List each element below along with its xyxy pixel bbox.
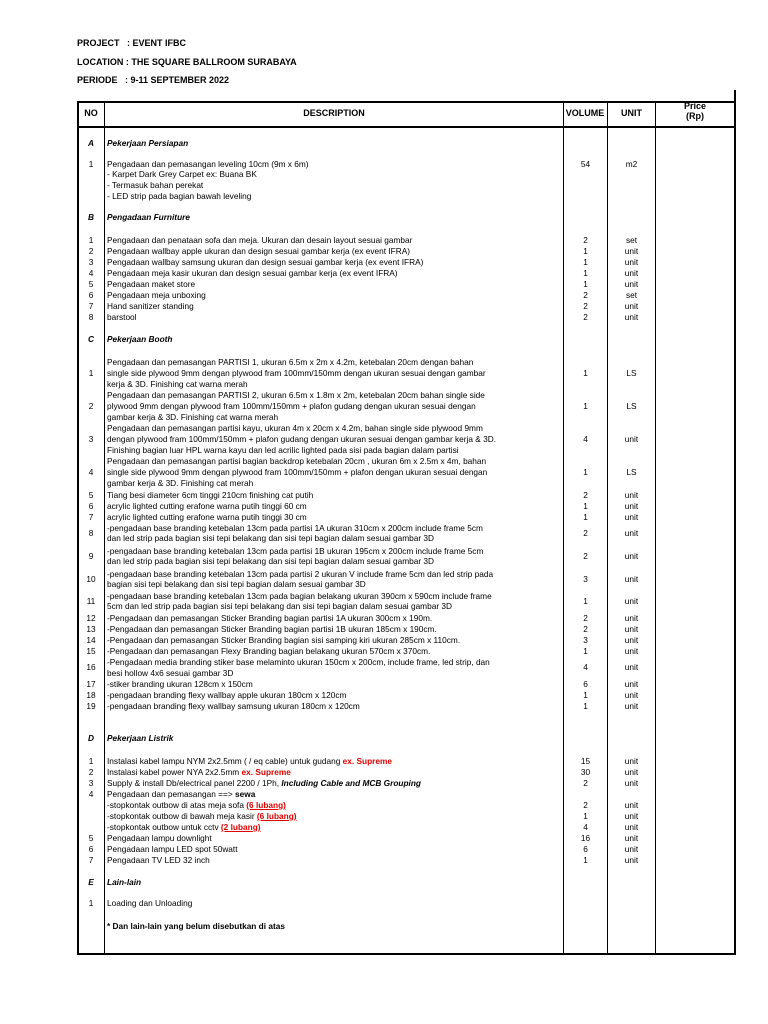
section-title: Pekerjaan Listrik [107, 733, 174, 743]
row-unit: m2 [625, 159, 638, 169]
row-unit: unit [624, 811, 639, 821]
row-volume: 1 [583, 401, 588, 411]
row-desc-text: Supply & install Db/electrical panel 2200 / 1Ph, [107, 778, 282, 788]
price-label: Price [683, 101, 707, 111]
row-desc-line: dengan plywood fram 100mm/150mm + plafon gudang dengan ukuran sesuai dengan gambar kerja & 3D. [107, 434, 497, 444]
row-desc-line: -pengadaan base branding ketebalan 13cm pada partisi 1B ukuran 195cm x 200cm include frame 5cm [107, 546, 484, 556]
section-letter: D [88, 733, 94, 743]
row-no: 12 [86, 613, 96, 623]
row-no: 6 [88, 844, 94, 854]
section-letter: E [88, 877, 94, 887]
row-volume: 1 [583, 279, 588, 289]
row-unit: unit [624, 528, 639, 538]
project-line: PROJECT : EVENT IFBC [77, 38, 187, 48]
section-title: Pengadaan Furniture [107, 212, 190, 222]
row-no: 1 [88, 756, 94, 766]
row-volume: 6 [583, 844, 588, 854]
row-desc-line: -stiker branding ukuran 128cm x 150cm [107, 679, 253, 689]
row-unit: unit [624, 778, 639, 788]
section-letter: B [88, 212, 94, 222]
row-desc-line: Pengadaan meja kasir ukuran dan design sesuai gambar kerja (ex event IFRA) [107, 268, 398, 278]
row-desc-line: - Karpet Dark Grey Carpet ex: Buana BK [107, 169, 257, 179]
row-desc-line: -pengadaan base branding ketebalan 13cm pada bagian belakang ukuran 390cm x 590cm include frame [107, 591, 492, 601]
row-volume: 2 [583, 800, 588, 810]
row-unit: unit [624, 512, 639, 522]
row-no: 4 [88, 268, 94, 278]
row-desc-line: acrylic lighted cutting erafone warna putih tinggi 30 cm [107, 512, 307, 522]
row-volume: 1 [583, 257, 588, 267]
row-volume: 1 [583, 368, 588, 378]
row-no: 1 [88, 235, 94, 245]
row-desc-text: -stopkontak outbow di atas meja sofa [107, 800, 247, 810]
row-desc-line [107, 756, 392, 767]
row-unit: unit [624, 855, 639, 865]
row-volume: 3 [583, 574, 588, 584]
row-unit: unit [624, 646, 639, 656]
row-no: 17 [86, 679, 96, 689]
row-unit: unit [624, 822, 639, 832]
row-volume: 2 [583, 301, 588, 311]
row-no: 3 [88, 778, 94, 788]
row-volume: 15 [580, 756, 591, 766]
row-volume: 1 [583, 690, 588, 700]
row-no: 1 [88, 159, 94, 169]
row-desc-line [107, 822, 261, 833]
col-header-description: DESCRIPTION [303, 108, 365, 118]
row-no: 11 [86, 596, 96, 606]
row-desc-line: Pengadaan dan pemasangan partisi bagian backdrop ketebalan 20cm , ukuran 6m x 2.5m x 4m, bahan [107, 456, 487, 466]
row-no: 6 [88, 290, 94, 300]
row-desc-line: Pengadaan maket store [107, 279, 196, 289]
row-no: 19 [86, 701, 96, 711]
row-desc-line [107, 800, 286, 811]
row-unit: unit [624, 844, 639, 854]
row-volume: 1 [583, 501, 588, 511]
row-desc-line: single side plywood 9mm dengan plywood fram 100mm/150mm dengan ukuran sesuai dengan gambar [107, 368, 486, 378]
row-desc-line: Pengadaan meja unboxing [107, 290, 206, 300]
row-unit: unit [624, 301, 639, 311]
row-desc-line: kerja & 3D. Finishing cat warna merah [107, 379, 248, 389]
footnote: * Dan lain-lain yang belum disebutkan di atas [107, 921, 285, 931]
row-desc-text: -stopkontak outbow di bawah meja kasir [107, 811, 257, 821]
row-no: 8 [88, 528, 94, 538]
row-volume: 16 [580, 833, 591, 843]
row-no: 3 [88, 257, 94, 267]
section-title: Pekerjaan Booth [107, 334, 173, 344]
row-volume: 2 [583, 490, 588, 500]
row-no: 13 [86, 624, 96, 634]
socket-count: (2 lubang) [220, 822, 261, 832]
row-desc-line: barstool [107, 312, 137, 322]
row-unit: unit [624, 268, 639, 278]
row-volume: 2 [583, 551, 588, 561]
row-desc-line [107, 767, 291, 778]
row-volume: 30 [580, 767, 591, 777]
row-unit: unit [624, 613, 639, 623]
row-unit: unit [624, 551, 639, 561]
row-unit: unit [624, 257, 639, 267]
row-no: 9 [88, 551, 94, 561]
row-desc-line: -Pengadaan dan pemasangan Sticker Branding bagian partisi 1B ukuran 185cm x 190cm. [107, 624, 437, 634]
row-no: 4 [88, 467, 94, 477]
row-volume: 3 [583, 635, 588, 645]
row-no: 8 [88, 312, 94, 322]
row-desc-line: Pengadaan dan pemasangan leveling 10cm (9m x 6m) [107, 159, 309, 169]
row-volume: 54 [580, 159, 591, 169]
section-title: Lain-lain [107, 877, 142, 887]
row-desc-line: Pengadaan TV LED 32 inch [107, 855, 210, 865]
row-unit: unit [624, 490, 639, 500]
row-no: 4 [88, 789, 94, 799]
location-line: LOCATION : THE SQUARE BALLROOM SURABAYA [77, 57, 297, 67]
row-unit: LS [626, 401, 637, 411]
row-unit: unit [624, 501, 639, 511]
section-letter: A [88, 138, 94, 148]
row-volume: 2 [583, 624, 588, 634]
row-desc-text: -stopkontak outbow untuk cctv [107, 822, 221, 832]
row-unit: unit [624, 701, 639, 711]
row-desc-text: Instalasi kabel lampu NYM 2x2.5mm ( / eq cable) untuk gudang [107, 756, 343, 766]
row-desc-line: dan led strip pada bagian sisi tepi belakang dan sisi tepi bagian dalam sesuai gambar 3D [107, 533, 435, 543]
row-unit: LS [626, 368, 637, 378]
emphasis-text: Including Cable and MCB Grouping [281, 778, 422, 788]
row-volume: 1 [583, 811, 588, 821]
row-volume: 1 [583, 646, 588, 656]
row-unit: unit [624, 635, 639, 645]
row-desc-line: -pengadaan base branding ketebalan 13cm pada partisi 1A ukuran 310cm x 200cm include frame 5cm [107, 523, 483, 533]
row-desc-line: dan led strip pada bagian sisi tepi belakang dan sisi tepi bagian dalam sesuai gambar 3D [107, 556, 435, 566]
row-desc-line: Finishing bagian luar HPL warna kayu dan led acrilic lighted pada sisi pada bagian dalam partisi [107, 445, 459, 455]
row-desc-line: Hand sanitizer standing [107, 301, 194, 311]
section-letter: C [88, 334, 94, 344]
row-unit: unit [624, 767, 639, 777]
periode-line: PERIODE : 9-11 SEPTEMBER 2022 [77, 75, 230, 85]
row-no: 7 [88, 512, 94, 522]
row-volume: 1 [583, 596, 588, 606]
row-no: 5 [88, 833, 94, 843]
row-unit: unit [624, 434, 639, 444]
row-volume: 2 [583, 290, 588, 300]
row-desc-line: Loading dan Unloading [107, 898, 193, 908]
row-unit: LS [626, 467, 637, 477]
row-desc-line: acrylic lighted cutting erafone warna putih tinggi 60 cm [107, 501, 307, 511]
row-desc-line: -Pengadaan dan pemasangan Flexy Branding bagian belakang ukuran 570cm x 370cm. [107, 646, 431, 656]
row-no: 10 [86, 574, 96, 584]
row-volume: 4 [583, 662, 588, 672]
row-no: 2 [88, 246, 94, 256]
row-volume: 1 [583, 268, 588, 278]
row-desc-line: bagian sisi tepi belakang dan sisi tepi bagian dalam sesuai gambar 3D [107, 579, 366, 589]
row-desc-line [107, 778, 421, 789]
row-no: 16 [86, 662, 96, 672]
row-no: 1 [88, 898, 94, 908]
row-volume: 2 [583, 528, 588, 538]
row-no: 2 [88, 767, 94, 777]
col-header-unit: UNIT [621, 108, 642, 118]
row-desc-line: Pengadaan wallbay apple ukuran dan design sesuai gambar kerja (ex event IFRA) [107, 246, 411, 256]
section-title: Pekerjaan Persiapan [107, 138, 189, 148]
row-desc-line [107, 789, 255, 800]
col-header-volume: VOLUME [565, 108, 605, 118]
row-desc-line: 5cm dan led strip pada bagian sisi tepi belakang dan sisi tepi bagian dalam sesuai gambar 3D [107, 601, 452, 611]
row-unit: set [625, 290, 638, 300]
row-volume: 1 [583, 701, 588, 711]
row-unit: unit [624, 596, 639, 606]
row-no: 15 [86, 646, 96, 656]
row-unit: unit [624, 690, 639, 700]
row-desc-text: Pengadaan dan pemasangan ==> [107, 789, 236, 799]
row-no: 7 [88, 855, 94, 865]
socket-count: (6 lubang) [256, 811, 297, 821]
row-volume: 2 [583, 778, 588, 788]
row-desc-line: Tiang besi diameter 6cm tinggi 210cm finishing cat putih [107, 490, 314, 500]
row-desc-line: -Pengadaan media branding stiker base melaminto ukuran 150cm x 200cm, include frame, led strip, dan [107, 657, 490, 667]
row-desc-line [107, 811, 297, 822]
row-volume: 1 [583, 467, 588, 477]
row-unit: unit [624, 246, 639, 256]
row-desc-line: Pengadaan lampu LED spot 50watt [107, 844, 238, 854]
row-desc-line: -Pengadaan dan pemasangan Sticker Branding bagian partisi 1A ukuran 300cm x 190m. [107, 613, 433, 623]
row-desc-line: gambar kerja & 3D. Finishing cat merah [107, 478, 254, 488]
row-no: 14 [86, 635, 96, 645]
row-desc-line: single side plywood 9mm dengan plywood fram 100mm/150mm + plafon dengan ukuran sesuai dengan [107, 467, 488, 477]
row-unit: unit [624, 679, 639, 689]
col-header-no: NO [84, 108, 98, 118]
row-desc-line: Pengadaan lampu downlight [107, 833, 212, 843]
row-volume: 1 [583, 512, 588, 522]
row-desc-line: besi hollow 4x6 sesuai gambar 3D [107, 668, 234, 678]
row-desc-line: - LED strip pada bagian bawah leveling [107, 191, 252, 201]
row-desc-line: gambar kerja & 3D. Finishing cat warna merah [107, 412, 279, 422]
row-unit: unit [624, 312, 639, 322]
row-volume: 4 [583, 822, 588, 832]
row-volume: 4 [583, 434, 588, 444]
brand-highlight: ex. Supreme [241, 767, 291, 777]
col-header-price [656, 101, 734, 121]
row-unit: unit [624, 662, 639, 672]
row-desc-line: Pengadaan dan pemasangan PARTISI 1, ukuran 6.5m x 2m x 4.2m, ketebalan 20cm dengan bahan [107, 357, 474, 367]
row-no: 7 [88, 301, 94, 311]
row-desc-line: Pengadaan dan pemasangan partisi kayu, ukuran 4m x 20cm x 4.2m, bahan single side plywood 9mm [107, 423, 483, 433]
row-desc-line: - Termasuk bahan perekat [107, 180, 204, 190]
row-unit: unit [624, 279, 639, 289]
row-unit: unit [624, 624, 639, 634]
row-desc-line: -pengadaan branding flexy wallbay apple ukuran 180cm x 120cm [107, 690, 347, 700]
row-no: 3 [88, 434, 94, 444]
socket-count: (6 lubang) [246, 800, 286, 810]
row-volume: 2 [583, 613, 588, 623]
row-desc-text: Instalasi kabel power NYA 2x2.5mm [107, 767, 242, 777]
row-desc-line: Pengadaan dan pemasangan PARTISI 2, ukuran 6.5m x 1.8m x 2m, ketebalan 20cm bahan single side [107, 390, 485, 400]
row-unit: unit [624, 756, 639, 766]
row-volume: 2 [583, 312, 588, 322]
brand-highlight: ex. Supreme [342, 756, 393, 766]
row-unit: set [625, 235, 638, 245]
price-unit-label: (Rp) [686, 111, 704, 121]
row-volume: 1 [583, 246, 588, 256]
row-unit: unit [624, 833, 639, 843]
row-desc-line: Pengadaan wallbay samsung ukuran dan design sesuai gambar kerja (ex event IFRA) [107, 257, 424, 267]
row-volume: 1 [583, 855, 588, 865]
row-volume: 2 [583, 235, 588, 245]
row-unit: unit [624, 800, 639, 810]
row-no: 1 [88, 368, 94, 378]
row-no: 5 [88, 279, 94, 289]
row-no: 5 [88, 490, 94, 500]
row-desc-line: Pengadaan dan penataan sofa dan meja. Ukuran dan desain layout sesuai gambar [107, 235, 413, 245]
row-desc-line: -pengadaan base branding ketebalan 13cm pada partisi 2 ukuran V include frame 5cm dan led strip pada [107, 569, 494, 579]
row-no: 6 [88, 501, 94, 511]
emphasis-text: sewa [235, 789, 256, 799]
row-desc-line: plywood 9mm dengan plywood fram 100mm/150mm + plafon gudang dengan ukuran sesuai dengan [107, 401, 476, 411]
row-desc-line: -pengadaan branding flexy wallbay samsung ukuran 180cm x 120cm [107, 701, 360, 711]
row-no: 2 [88, 401, 94, 411]
row-volume: 6 [583, 679, 588, 689]
row-unit: unit [624, 574, 639, 584]
row-desc-line: -Pengadaan dan pemasangan Sticker Branding bagian sisi samping kiri ukuran 285cm x 110cm. [107, 635, 461, 645]
row-no: 18 [86, 690, 96, 700]
